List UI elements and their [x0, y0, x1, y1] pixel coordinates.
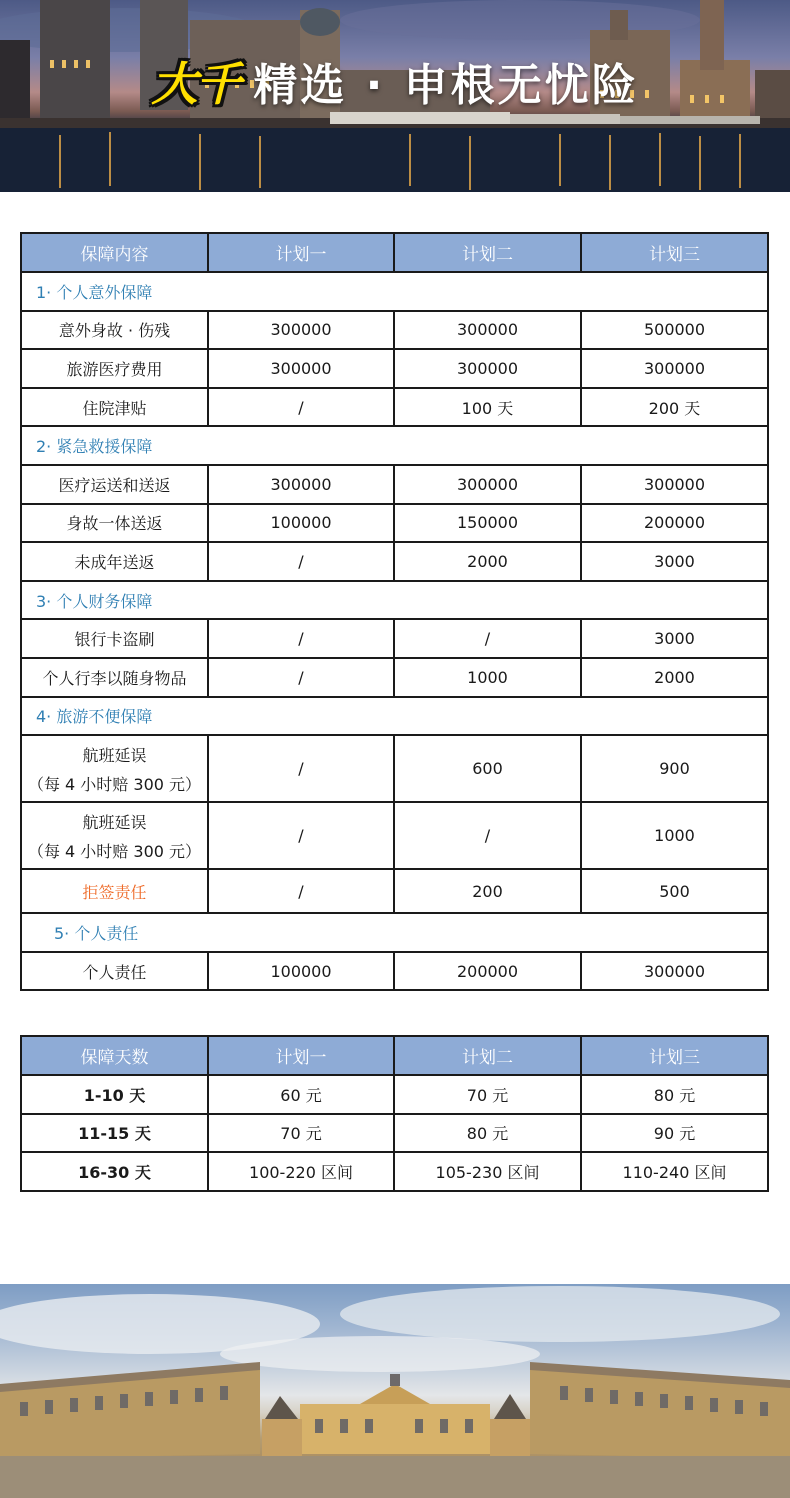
- plan-value: 300000: [208, 349, 394, 388]
- section-label: 3· 个人财务保障: [21, 581, 768, 620]
- brand-logo-text: 大千: [151, 57, 240, 111]
- table-row: [21, 542, 768, 581]
- plan-value: 1000: [394, 658, 581, 697]
- plan-value: 200: [394, 869, 581, 913]
- coverage-item: 银行卡盗刷: [21, 619, 208, 658]
- section-row: [21, 913, 768, 952]
- plan-value: /: [208, 735, 394, 802]
- header-cell: 计划三: [581, 233, 768, 272]
- plan-value: 1000: [581, 802, 768, 869]
- plan-price: 90 元: [581, 1114, 768, 1153]
- plan-value: 3000: [581, 542, 768, 581]
- plan-value: /: [394, 619, 581, 658]
- plan-value: 500: [581, 869, 768, 913]
- header-cell: 保障天数: [21, 1036, 208, 1075]
- section-label: 2· 紧急救援保障: [21, 426, 768, 465]
- plan-value: 300000: [394, 311, 581, 350]
- coverage-item: 个人责任: [21, 952, 208, 991]
- header-cell: 计划三: [581, 1036, 768, 1075]
- coverage-item: 个人行李以随身物品: [21, 658, 208, 697]
- table-row: [21, 619, 768, 658]
- header-cell: 保障内容: [21, 233, 208, 272]
- plan-value: 100000: [208, 504, 394, 543]
- table-row: [21, 504, 768, 543]
- section-label: 4· 旅游不便保障: [21, 697, 768, 736]
- section-label: 5· 个人责任: [21, 913, 768, 952]
- day-range: 11-15 天: [21, 1114, 208, 1153]
- plan-price: 105-230 区间: [394, 1152, 581, 1191]
- plan-value: 200000: [581, 504, 768, 543]
- header-cell: 计划二: [394, 233, 581, 272]
- section-label: 1· 个人意外保障: [21, 272, 768, 311]
- plan-price: 110-240 区间: [581, 1152, 768, 1191]
- coverage-item: [21, 735, 208, 802]
- table-row: [21, 1152, 768, 1191]
- plan-value: /: [394, 802, 581, 869]
- day-range: 1-10 天: [21, 1075, 208, 1114]
- plan-value: 500000: [581, 311, 768, 350]
- plan-value: 3000: [581, 619, 768, 658]
- header-banner: [0, 0, 790, 192]
- coverage-table-header: [21, 233, 768, 272]
- plan-value: 600: [394, 735, 581, 802]
- table-row: [21, 311, 768, 350]
- plan-value: 300000: [581, 465, 768, 504]
- table-row: [21, 658, 768, 697]
- coverage-item: 意外身故 · 伤残: [21, 311, 208, 350]
- day-range: 16-30 天: [21, 1152, 208, 1191]
- table-row: [21, 869, 768, 913]
- section-row: [21, 426, 768, 465]
- plan-price: 80 元: [394, 1114, 581, 1153]
- header-cell: 计划一: [208, 1036, 394, 1075]
- coverage-item: 未成年送返: [21, 542, 208, 581]
- plan-value: 200 天: [581, 388, 768, 427]
- banner-title: [0, 48, 790, 114]
- header-cell: 计划二: [394, 1036, 581, 1075]
- plan-value: 300000: [394, 465, 581, 504]
- price-table: [20, 1035, 769, 1192]
- table-row: [21, 349, 768, 388]
- page-title: 精选 · 申根无忧险: [253, 60, 639, 111]
- plan-value: /: [208, 542, 394, 581]
- plan-value: 300000: [208, 311, 394, 350]
- section-row: [21, 581, 768, 620]
- table-row: [21, 388, 768, 427]
- plan-value: 200000: [394, 952, 581, 991]
- plan-value: /: [208, 869, 394, 913]
- section-row: [21, 272, 768, 311]
- plan-value: /: [208, 388, 394, 427]
- plan-value: /: [208, 658, 394, 697]
- coverage-item: 医疗运送和送返: [21, 465, 208, 504]
- table-row: [21, 1075, 768, 1114]
- table-row: [21, 735, 768, 802]
- plan-price: 80 元: [581, 1075, 768, 1114]
- price-table-header: [21, 1036, 768, 1075]
- table-row: [21, 802, 768, 869]
- table-row: [21, 952, 768, 991]
- palace-illustration: [0, 1284, 790, 1498]
- table-row: [21, 1114, 768, 1153]
- plan-value: 2000: [581, 658, 768, 697]
- palace-photo: [0, 1284, 790, 1498]
- plan-value: /: [208, 802, 394, 869]
- section-row: [21, 697, 768, 736]
- plan-value: 150000: [394, 504, 581, 543]
- coverage-item: 住院津贴: [21, 388, 208, 427]
- coverage-item-line1: 航班延误: [82, 812, 147, 832]
- plan-price: 70 元: [394, 1075, 581, 1114]
- coverage-table: [20, 232, 769, 991]
- plan-value: 2000: [394, 542, 581, 581]
- coverage-item: [21, 802, 208, 869]
- coverage-item: 旅游医疗费用: [21, 349, 208, 388]
- plan-value: /: [208, 619, 394, 658]
- coverage-item: 身故一体送返: [21, 504, 208, 543]
- coverage-item-line1: 航班延误: [82, 745, 147, 765]
- coverage-item-line2: （每 4 小时赔 300 元）: [27, 841, 202, 861]
- plan-value: 300000: [581, 952, 768, 991]
- plan-value: 100 天: [394, 388, 581, 427]
- coverage-item-line2: （每 4 小时赔 300 元）: [27, 774, 202, 794]
- header-cell: 计划一: [208, 233, 394, 272]
- plan-value: 300000: [394, 349, 581, 388]
- plan-value: 100000: [208, 952, 394, 991]
- plan-value: 300000: [581, 349, 768, 388]
- table-row: [21, 465, 768, 504]
- plan-price: 70 元: [208, 1114, 394, 1153]
- plan-value: 300000: [208, 465, 394, 504]
- plan-price: 100-220 区间: [208, 1152, 394, 1191]
- coverage-item-highlight: 拒签责任: [21, 869, 208, 913]
- plan-value: 900: [581, 735, 768, 802]
- plan-price: 60 元: [208, 1075, 394, 1114]
